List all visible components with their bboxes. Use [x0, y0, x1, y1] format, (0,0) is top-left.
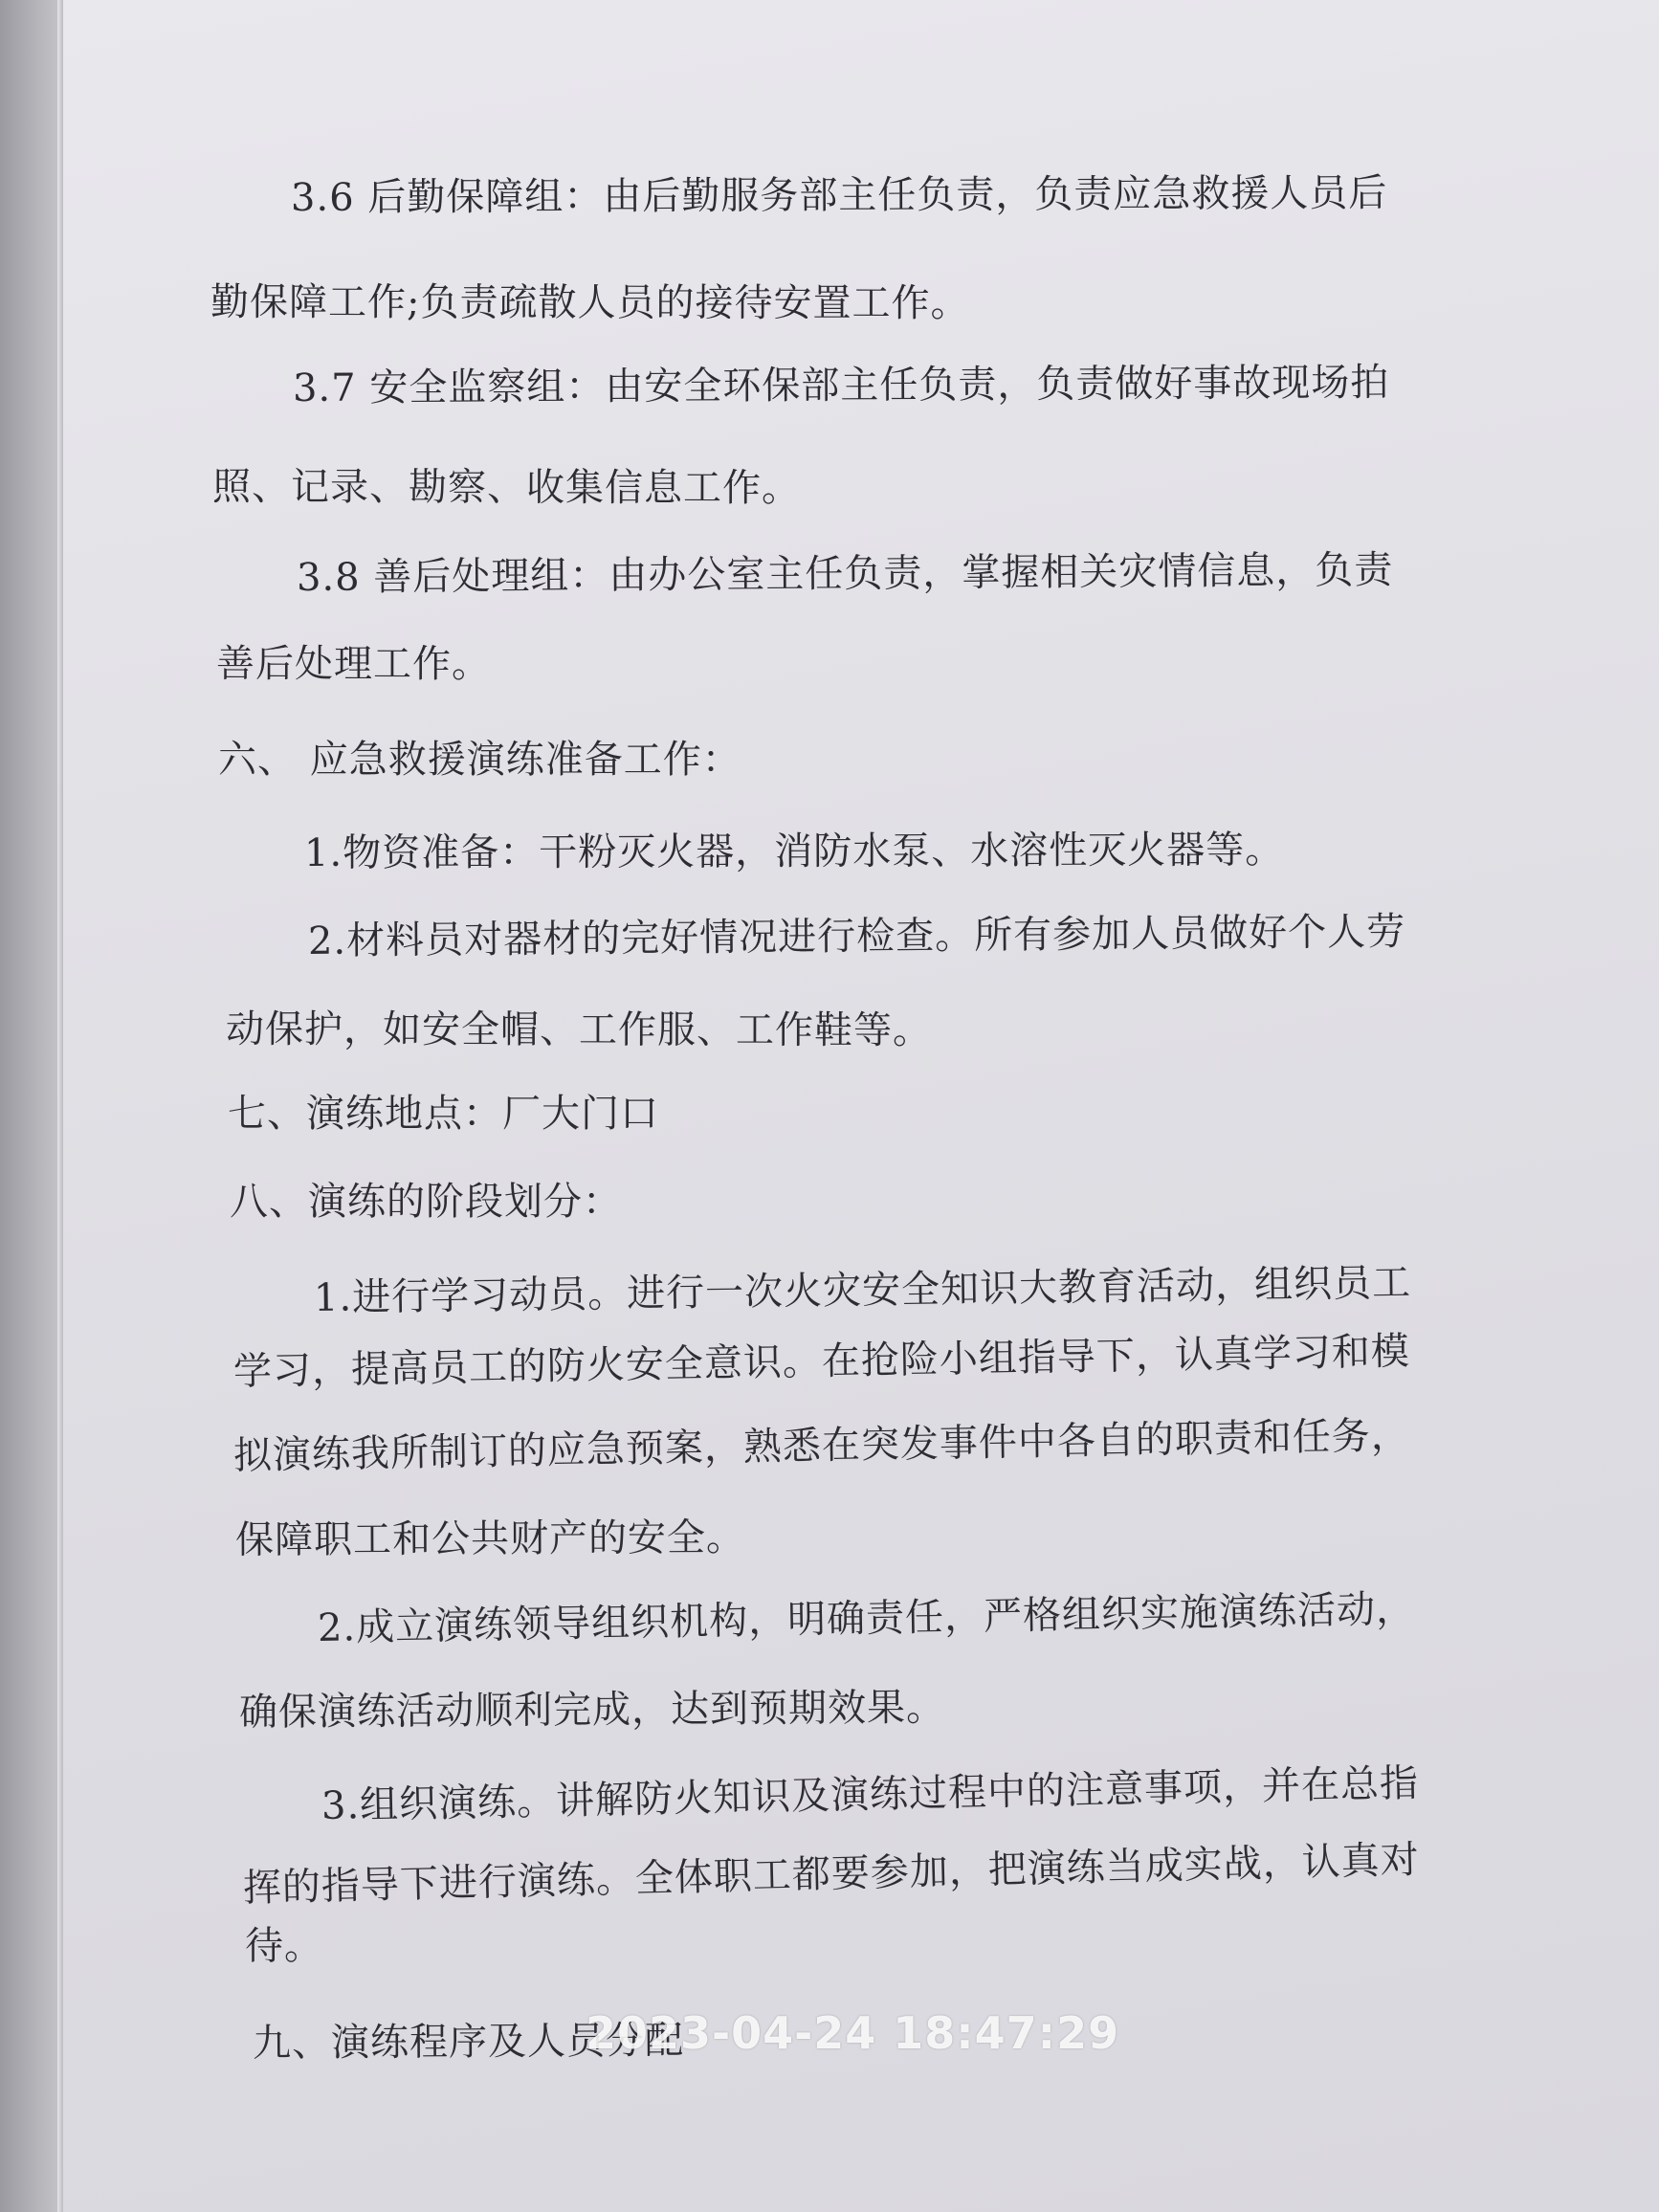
text-line: 3.7 安全监察组：由安全环保部主任负责，负责做好事故现场拍 [292, 360, 1390, 410]
text-line: 1.物资准备：干粉灭火器，消防水泵、水溶性灭火器等。 [303, 828, 1285, 875]
text-line: 勤保障工作;负责疏散人员的接待安置工作。 [210, 280, 970, 326]
text-line: 拟演练我所制订的应急预案，熟悉在突发事件中各自的职责和任务， [232, 1413, 1411, 1478]
text-line: 3.8 善后处理组：由办公室主任负责，掌握相关灾情信息，负责 [296, 547, 1394, 600]
text-line: 确保演练活动顺利完成，达到预期效果。 [238, 1685, 946, 1735]
text-line: 1.进行学习动员。进行一次火灾安全知识大教育活动，组织员工 [313, 1260, 1412, 1320]
photo-timestamp: 2023-04-24 18:47:29 [586, 2007, 1120, 2059]
section-heading: 九、演练程序及人员分配 [252, 2018, 685, 2066]
text-line: 3.组织演练。讲解防火知识及演练过程中的注意事项，并在总指 [321, 1760, 1420, 1828]
text-line: 照、记录、勘察、收集信息工作。 [211, 465, 802, 511]
text-line: 学习，提高员工的防火安全意识。在抢险小组指导下，认真学习和模 [232, 1329, 1411, 1394]
section-heading: 七、演练地点：厂大门口 [228, 1092, 659, 1136]
text-line: 善后处理工作。 [215, 642, 492, 687]
text-line: 挥的指导下进行演练。全体职工都要参加，把演练当成实战，认真对 [242, 1837, 1421, 1911]
section-heading: 八、演练的阶段划分： [230, 1180, 622, 1224]
text-line: 2.成立演练领导组织机构，明确责任，严格组织实施演练活动， [317, 1586, 1416, 1650]
text-line: 2.材料员对器材的完好情况进行检查。所有参加人员做好个人劳 [307, 909, 1406, 963]
text-line: 动保护，如安全帽、工作服、工作鞋等。 [225, 1007, 933, 1053]
text-line: 3.6 后勤保障组：由后勤服务部主任负责，负责应急救援人员后 [290, 170, 1388, 220]
document-page [63, 0, 1659, 2212]
section-heading: 六、 应急救援演练准备工作： [218, 738, 741, 782]
text-line: 待。 [245, 1924, 323, 1968]
text-line: 保障职工和公共财产的安全。 [234, 1515, 746, 1562]
